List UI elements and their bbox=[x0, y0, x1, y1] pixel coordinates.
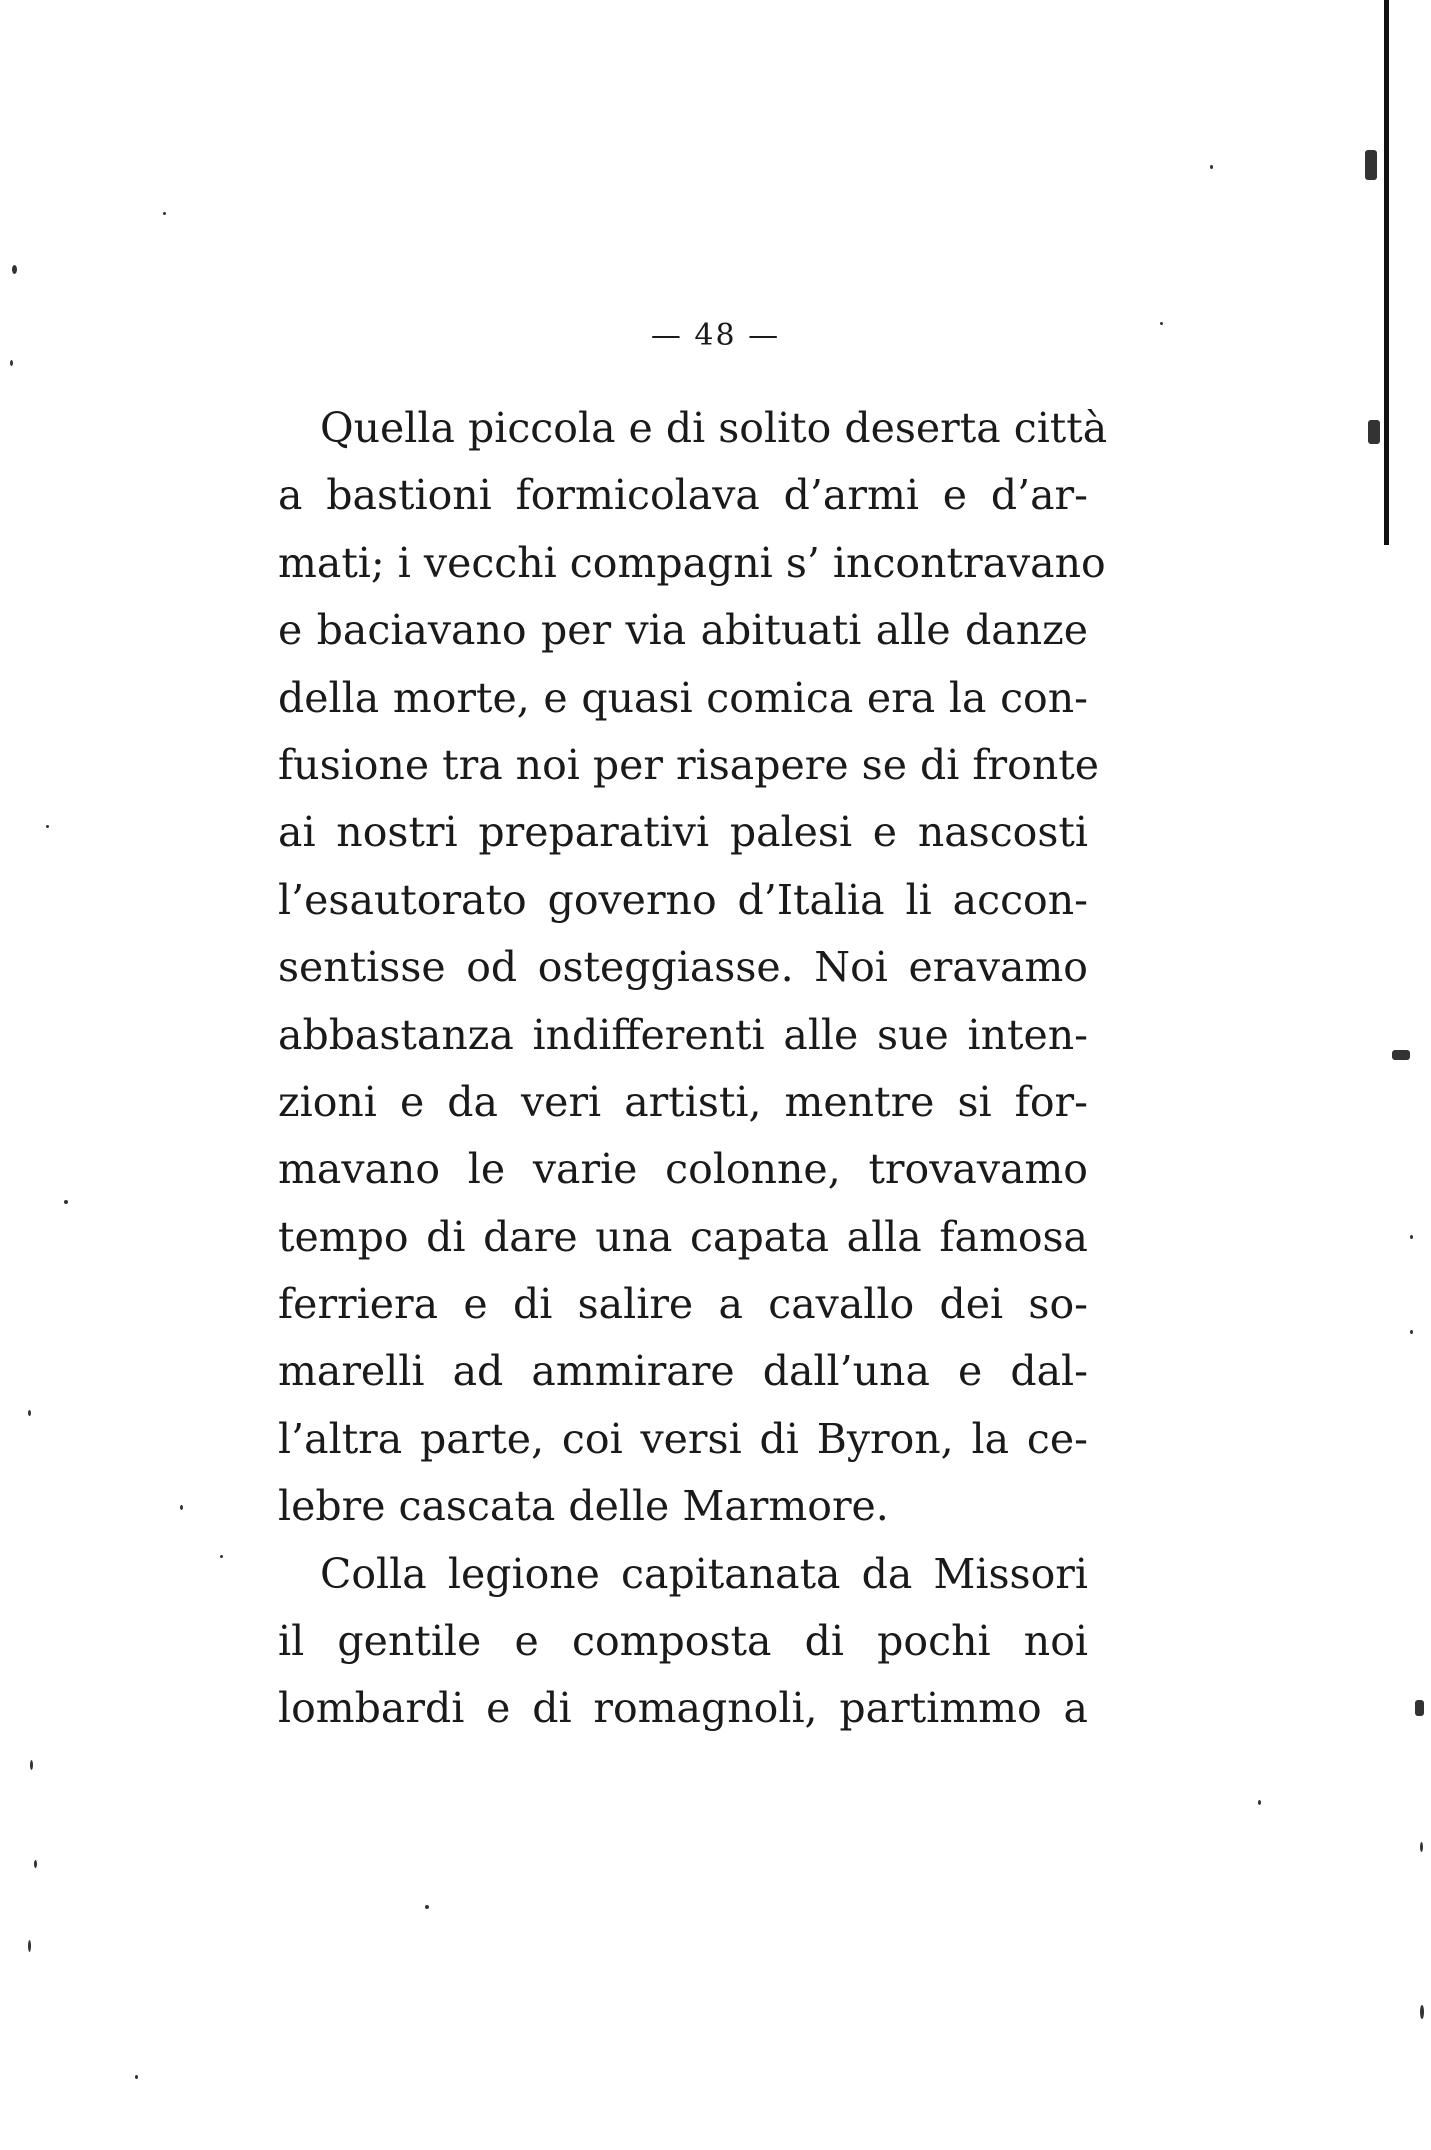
text-line: della morte, e quasi comica era la con- bbox=[278, 673, 1088, 722]
text-line: ai nostri preparativi palesi e nascosti bbox=[278, 808, 1088, 857]
text-line: marelli ad ammirare dall’una e dal- bbox=[278, 1347, 1088, 1396]
text-line: zioni e da veri artisti, mentre si for- bbox=[278, 1077, 1088, 1126]
scan-speck bbox=[64, 1200, 68, 1204]
scan-speck bbox=[34, 1860, 37, 1868]
text-line: abbastanza indifferenti alle sue inten- bbox=[278, 1010, 1088, 1059]
scan-speck bbox=[180, 1505, 183, 1510]
text-line: Quella piccola e di solito deserta città bbox=[320, 404, 1108, 452]
scan-speck bbox=[1420, 2005, 1424, 2019]
scan-speck bbox=[1258, 1800, 1261, 1805]
scan-speck bbox=[1410, 1330, 1413, 1334]
body-text bbox=[278, 395, 1108, 1743]
text-line: tempo di dare una capata alla famosa bbox=[278, 1212, 1088, 1261]
scan-speck bbox=[46, 825, 49, 828]
text-line: ferriera e di salire a cavallo dei so- bbox=[278, 1280, 1088, 1329]
text-line: lebre cascata delle Marmore. bbox=[278, 1482, 889, 1531]
page-number: — 48 — bbox=[650, 318, 781, 353]
scan-speck bbox=[1365, 150, 1377, 180]
text-line: mavano le varie colonne, trovavamo bbox=[278, 1145, 1088, 1194]
text-line: l’altra parte, coi versi di Byron, la ce- bbox=[278, 1414, 1088, 1463]
scan-speck bbox=[12, 265, 17, 274]
text-line: lombardi e di romagnoli, partimmo a bbox=[278, 1684, 1088, 1733]
scan-speck bbox=[1420, 1842, 1423, 1852]
scan-speck bbox=[163, 212, 166, 215]
scan-speck bbox=[135, 2075, 138, 2079]
scan-speck bbox=[10, 360, 13, 366]
scan-speck bbox=[30, 1760, 33, 1770]
text-line: l’esautorato governo d’Italia li accon- bbox=[278, 875, 1088, 924]
text-line: e baciavano per via abituati alle danze bbox=[278, 606, 1088, 655]
scan-speck bbox=[1210, 165, 1213, 169]
text-line: fusione tra noi per risapere se di fronte bbox=[278, 740, 1099, 789]
scan-speck bbox=[1368, 420, 1380, 444]
text-line: Colla legione capitanata da Missori bbox=[320, 1549, 1088, 1598]
scan-speck bbox=[220, 1555, 223, 1558]
scan-speck bbox=[28, 1940, 31, 1952]
scan-speck bbox=[1415, 1700, 1424, 1716]
scan-speck bbox=[28, 1410, 31, 1416]
text-line: mati; i vecchi compagni s’ incontravano bbox=[278, 538, 1106, 587]
scan-speck bbox=[425, 1905, 429, 1909]
scan-speck bbox=[1410, 1235, 1413, 1239]
text-line: a bastioni formicolava d’armi e d’ar- bbox=[278, 471, 1088, 520]
scan-speck bbox=[1392, 1050, 1410, 1060]
binding-edge bbox=[1384, 0, 1389, 545]
text-line: sentisse od osteggiasse. Noi eravamo bbox=[278, 943, 1088, 992]
text-line: il gentile e composta di pochi noi bbox=[278, 1617, 1088, 1666]
